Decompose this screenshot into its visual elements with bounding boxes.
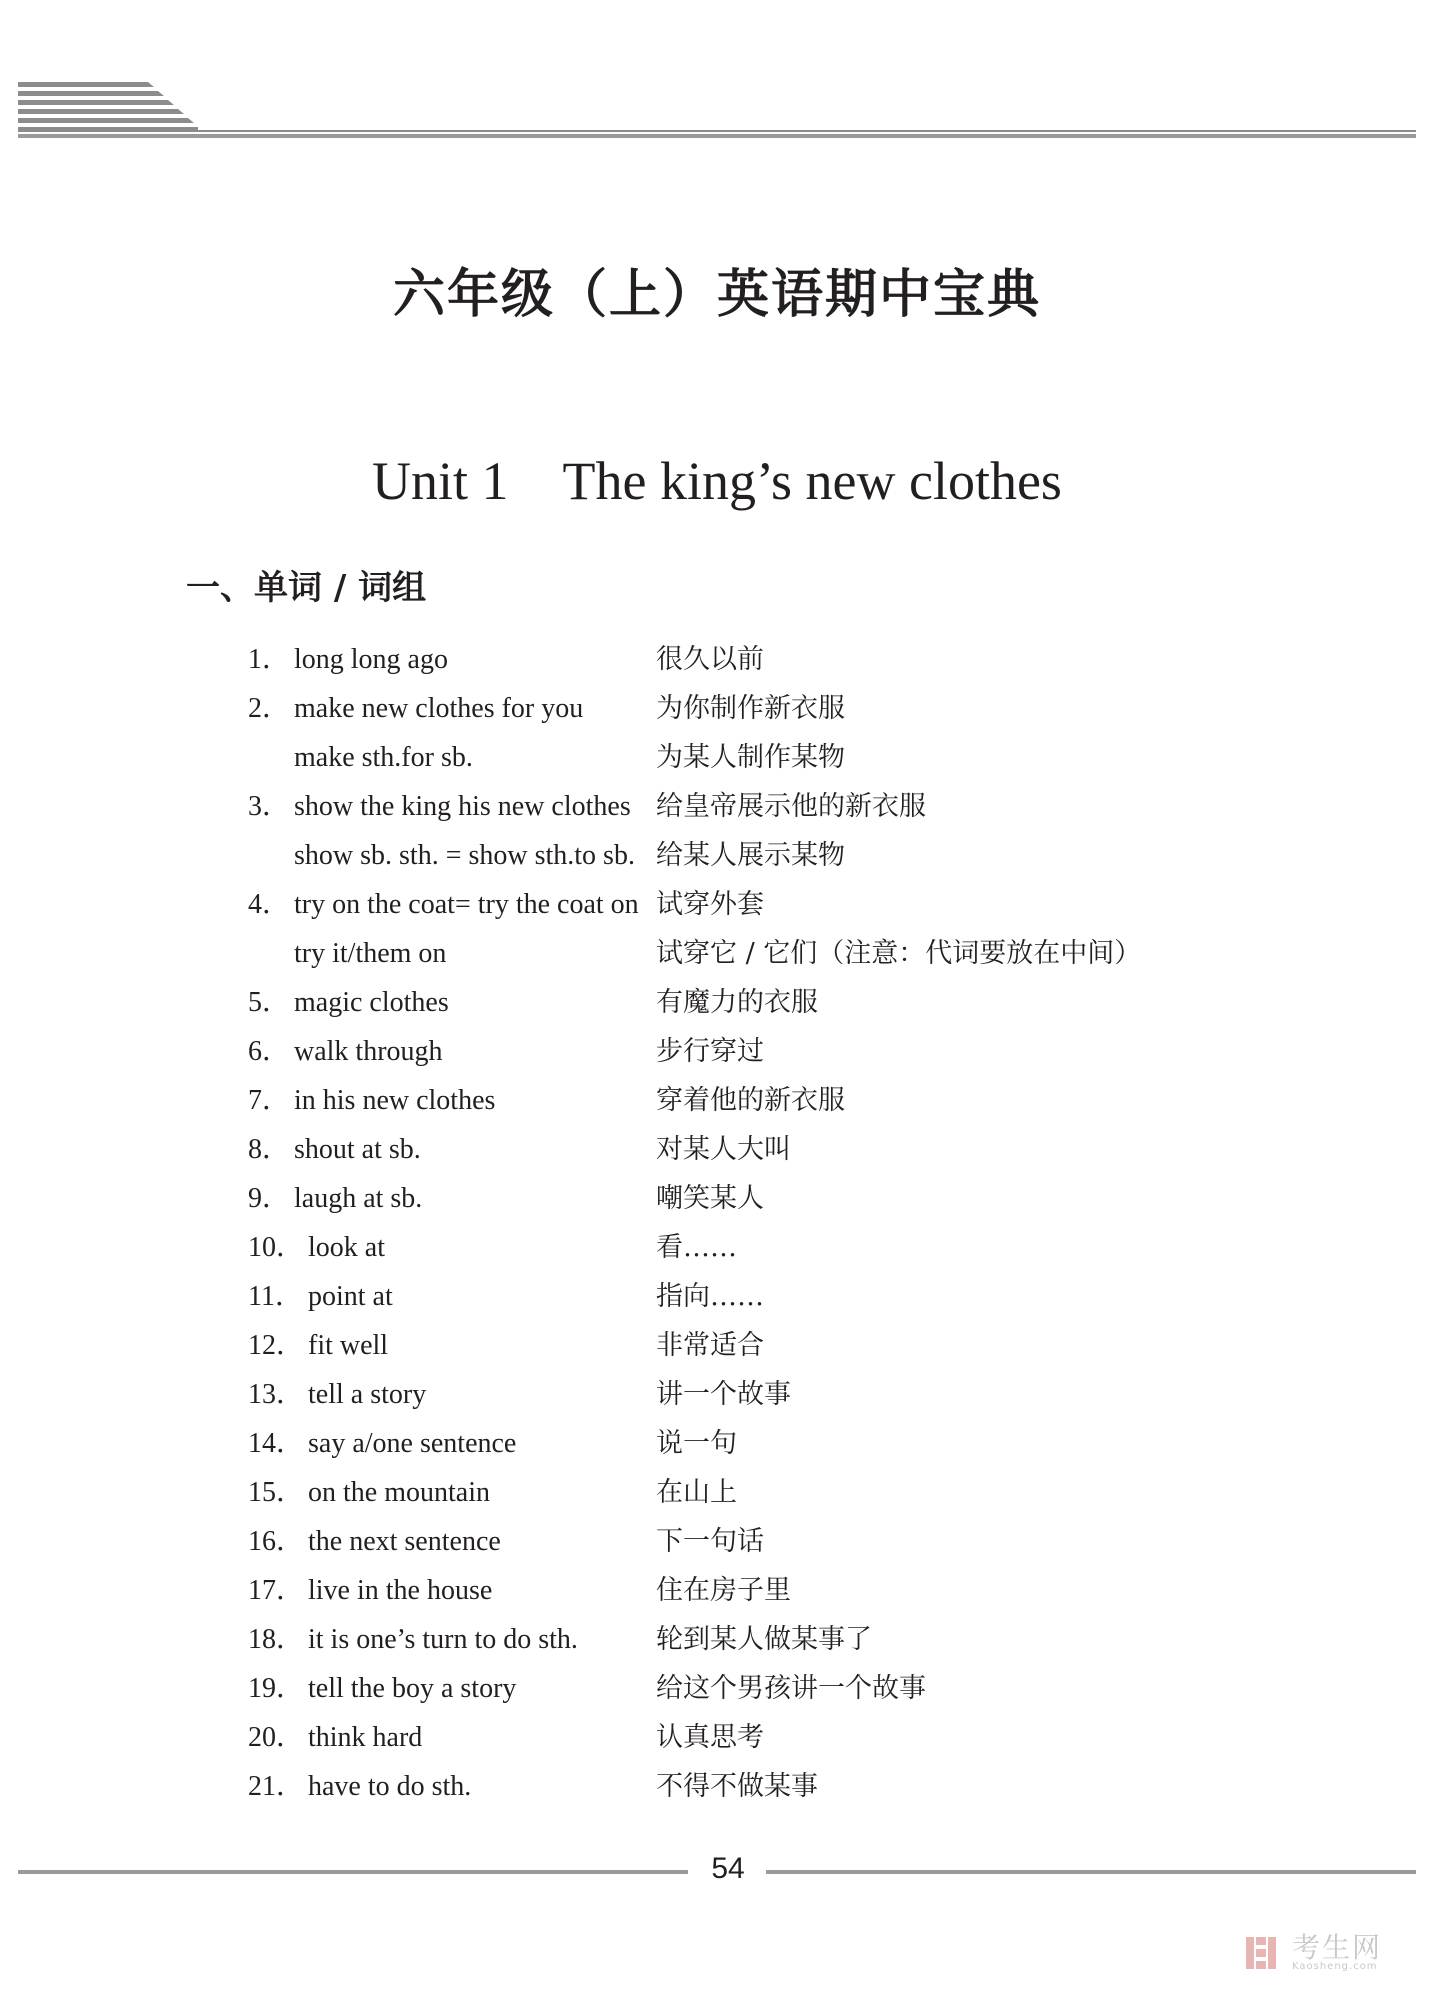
vocab-number: 7． <box>248 1085 291 1116</box>
vocab-english: make new clothes for you <box>294 693 584 724</box>
vocab-chinese: 下一句话 <box>656 1526 764 1557</box>
vocab-chinese: 认真思考 <box>656 1722 764 1753</box>
page-title: 六年级（上）英语期中宝典 <box>392 265 1041 325</box>
vocab-list <box>248 635 1248 1811</box>
vocab-row <box>248 1664 1248 1713</box>
vocab-chinese: 看…… <box>656 1232 737 1263</box>
vocab-chinese: 讲一个故事 <box>656 1379 791 1410</box>
vocab-english: magic clothes <box>294 987 449 1018</box>
vocab-row <box>248 929 1248 978</box>
vocab-chinese: 给某人展示某物 <box>656 840 845 871</box>
vocab-row <box>248 1027 1248 1076</box>
vocab-number: 13． <box>248 1379 305 1410</box>
vocab-row <box>248 1713 1248 1762</box>
vocab-number: 14． <box>248 1428 305 1459</box>
vocab-english: say a/one sentence <box>308 1428 517 1459</box>
vocab-number: 15． <box>248 1477 305 1508</box>
vocab-row <box>248 1419 1248 1468</box>
vocab-number: 12． <box>248 1330 305 1361</box>
vocab-row <box>248 1076 1248 1125</box>
vocab-chinese: 试穿外套 <box>656 889 764 920</box>
header-rule-thin <box>18 130 1416 132</box>
vocab-row <box>248 733 1248 782</box>
vocab-english: point at <box>308 1281 393 1312</box>
vocab-row <box>248 635 1248 684</box>
vocab-chinese: 很久以前 <box>656 644 764 675</box>
vocab-english: live in the house <box>308 1575 493 1606</box>
vocab-row <box>248 1272 1248 1321</box>
vocab-row <box>248 1468 1248 1517</box>
vocab-english: laugh at sb. <box>294 1183 423 1214</box>
vocab-english: try it/them on <box>294 938 447 969</box>
vocab-number: 4． <box>248 889 291 920</box>
vocab-row <box>248 1321 1248 1370</box>
vocab-chinese: 试穿它 / 它们（注意：代词要放在中间） <box>656 938 1142 969</box>
vocab-number: 20． <box>248 1722 305 1753</box>
vocab-english: long long ago <box>294 644 448 675</box>
vocab-english: walk through <box>294 1036 443 1067</box>
vocab-chinese: 有魔力的衣服 <box>656 987 818 1018</box>
vocab-english: it is one’s turn to do sth. <box>308 1624 578 1655</box>
vocab-english: think hard <box>308 1722 423 1753</box>
vocab-row <box>248 684 1248 733</box>
vocab-row <box>248 1615 1248 1664</box>
vocab-chinese: 步行穿过 <box>656 1036 764 1067</box>
vocab-number: 17． <box>248 1575 305 1606</box>
vocab-chinese: 为某人制作某物 <box>656 742 845 773</box>
vocab-row <box>248 1223 1248 1272</box>
kaosheng-logo-icon <box>1244 1933 1284 1973</box>
vocab-number: 6． <box>248 1036 291 1067</box>
vocab-number: 16． <box>248 1526 305 1557</box>
vocab-number: 10． <box>248 1232 305 1263</box>
watermark-url: Kaosheng.com <box>1292 1961 1378 1972</box>
page-number: 54 <box>711 1852 745 1885</box>
vocab-number: 3． <box>248 791 291 822</box>
vocab-chinese: 轮到某人做某事了 <box>656 1624 872 1655</box>
vocab-english: try on the coat= try the coat on <box>294 889 639 920</box>
vocab-english: on the mountain <box>308 1477 490 1508</box>
vocab-english: have to do sth. <box>308 1771 472 1802</box>
vocab-row <box>248 1762 1248 1811</box>
vocab-row <box>248 1174 1248 1223</box>
vocab-english: tell a story <box>308 1379 427 1410</box>
vocab-chinese: 指向…… <box>656 1281 764 1312</box>
vocab-row <box>248 880 1248 929</box>
vocab-english: show sb. sth. = show sth.to sb. <box>294 840 635 871</box>
footer-rule-left <box>18 1870 688 1874</box>
vocab-chinese: 穿着他的新衣服 <box>656 1085 845 1116</box>
vocab-number: 5． <box>248 987 291 1018</box>
vocab-english: fit well <box>308 1330 389 1361</box>
vocab-row <box>248 782 1248 831</box>
vocab-chinese: 非常适合 <box>656 1330 764 1361</box>
vocab-chinese: 住在房子里 <box>656 1575 791 1606</box>
vocab-row <box>248 1125 1248 1174</box>
vocab-number: 2． <box>248 693 291 724</box>
vocab-english: shout at sb. <box>294 1134 421 1165</box>
vocab-chinese: 嘲笑某人 <box>656 1183 764 1214</box>
vocab-chinese: 为你制作新衣服 <box>656 693 845 724</box>
watermark <box>1244 1930 1382 1976</box>
header-rule-thick <box>18 134 1416 138</box>
vocab-number: 9． <box>248 1183 291 1214</box>
vocab-row <box>248 1517 1248 1566</box>
vocab-row <box>248 1566 1248 1615</box>
vocab-number: 8． <box>248 1134 291 1165</box>
unit-title: Unit 1 The king’s new clothes <box>372 451 1062 511</box>
vocab-number: 21． <box>248 1771 305 1802</box>
vocab-chinese: 对某人大叫 <box>656 1134 791 1165</box>
section-heading: 一、单词 / 词组 <box>186 568 427 608</box>
vocab-english: show the king his new clothes <box>294 791 631 822</box>
vocab-chinese: 给皇帝展示他的新衣服 <box>656 791 926 822</box>
vocab-row <box>248 1370 1248 1419</box>
vocab-chinese: 说一句 <box>656 1428 737 1459</box>
vocab-chinese: 给这个男孩讲一个故事 <box>656 1673 926 1704</box>
vocab-number: 19． <box>248 1673 305 1704</box>
vocab-english: look at <box>308 1232 385 1263</box>
vocab-english: the next sentence <box>308 1526 501 1557</box>
vocab-english: tell the boy a story <box>308 1673 517 1704</box>
watermark-name: 考生网 <box>1292 1931 1383 1964</box>
vocab-number: 11． <box>248 1281 303 1312</box>
vocab-row <box>248 831 1248 880</box>
vocab-number: 18． <box>248 1624 305 1655</box>
footer-rule-right <box>766 1870 1416 1874</box>
vocab-english: make sth.for sb. <box>294 742 473 773</box>
vocab-chinese: 不得不做某事 <box>656 1771 818 1802</box>
vocab-chinese: 在山上 <box>656 1477 737 1508</box>
vocab-number: 1． <box>248 644 291 675</box>
vocab-english: in his new clothes <box>294 1085 496 1116</box>
vocab-row <box>248 978 1248 1027</box>
